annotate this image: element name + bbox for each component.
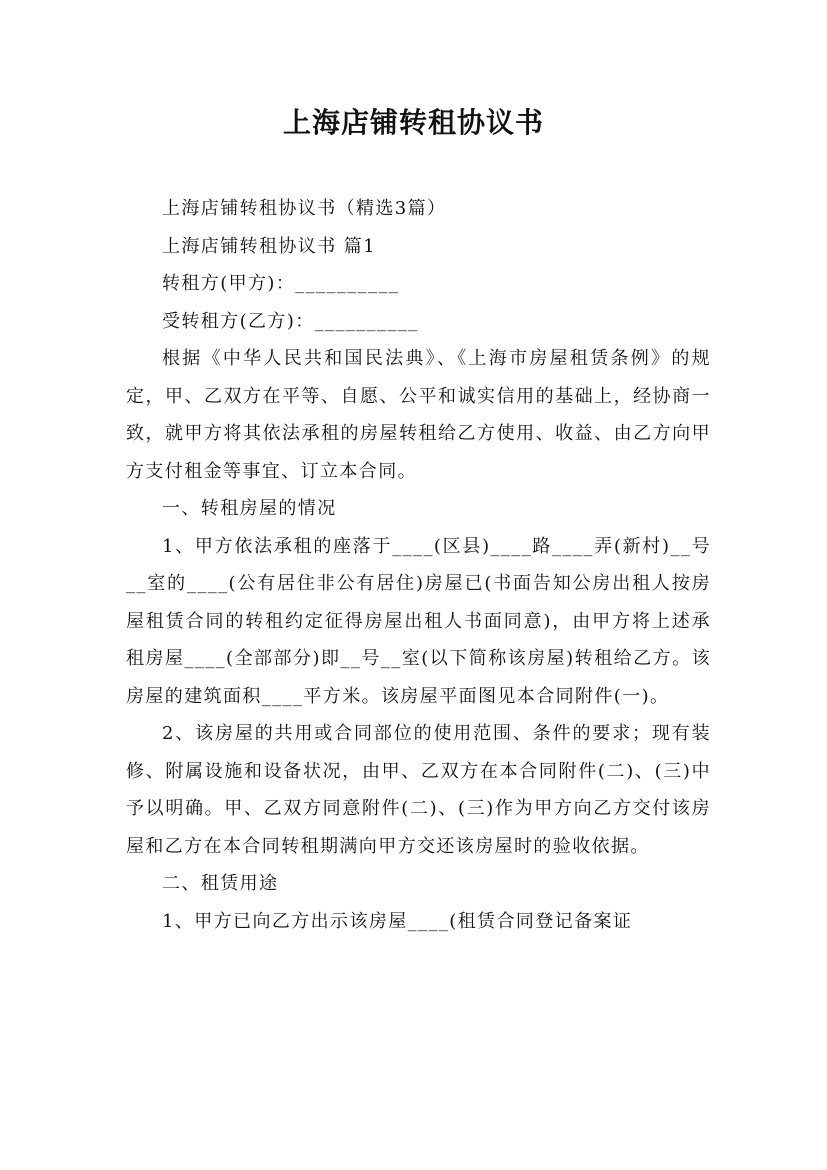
preamble-paragraph: 根据《中华人民共和国民法典》、《上海市房屋租赁条例》的规定，甲、乙双方在平等、自愿、公平和诚实信用的基础上，经协商一致，就甲方将其依法承租的房屋转租给乙方使用、收益、由乙方向甲方支付租金等事宜、订立本合同。 <box>126 348 711 482</box>
document-title: 上海店铺转租协议书 <box>282 106 544 139</box>
doc-subtitle: 上海店铺转租协议书（精选3篇） <box>162 198 447 219</box>
section-heading-2: 二、租赁用途 <box>162 873 279 894</box>
section-heading-1: 一、转租房屋的情况 <box>162 498 337 519</box>
clause-2-1: 1、甲方已向乙方出示该房屋____(租赁合同登记备案证 <box>162 910 633 932</box>
doc-section-heading: 上海店铺转租协议书 篇1 <box>162 235 376 257</box>
document-body <box>126 190 711 940</box>
party-b-line: 受转租方(乙方)：__________ <box>162 310 419 332</box>
clause-1-1: 1、甲方依法承租的座落于____(区县)____路____弄(新村)__号__室的____(公有居住非公有居住)房屋已(书面告知公房出租人按房屋租赁合同的转租约定征得房屋出租人书面同意)，由甲方将上述承租房屋____(全部部分)即__号__室(以下简称该房屋)转租给乙方。该房屋的建筑面积____平方米。该房屋平面图见本合同附件(一)。 <box>126 535 711 707</box>
clause-1-2: 2、该房屋的共用或合同部位的使用范围、条件的要求；现有装修、附属设施和设备状况，由甲、乙双方在本合同附件(二)、(三)中予以明确。甲、乙双方同意附件(二)、(三)作为甲方向乙方交付该房屋和乙方在本合同转租期满向甲方交还该房屋时的验收依据。 <box>126 723 711 857</box>
party-a-line: 转租方(甲方)：__________ <box>162 273 400 294</box>
